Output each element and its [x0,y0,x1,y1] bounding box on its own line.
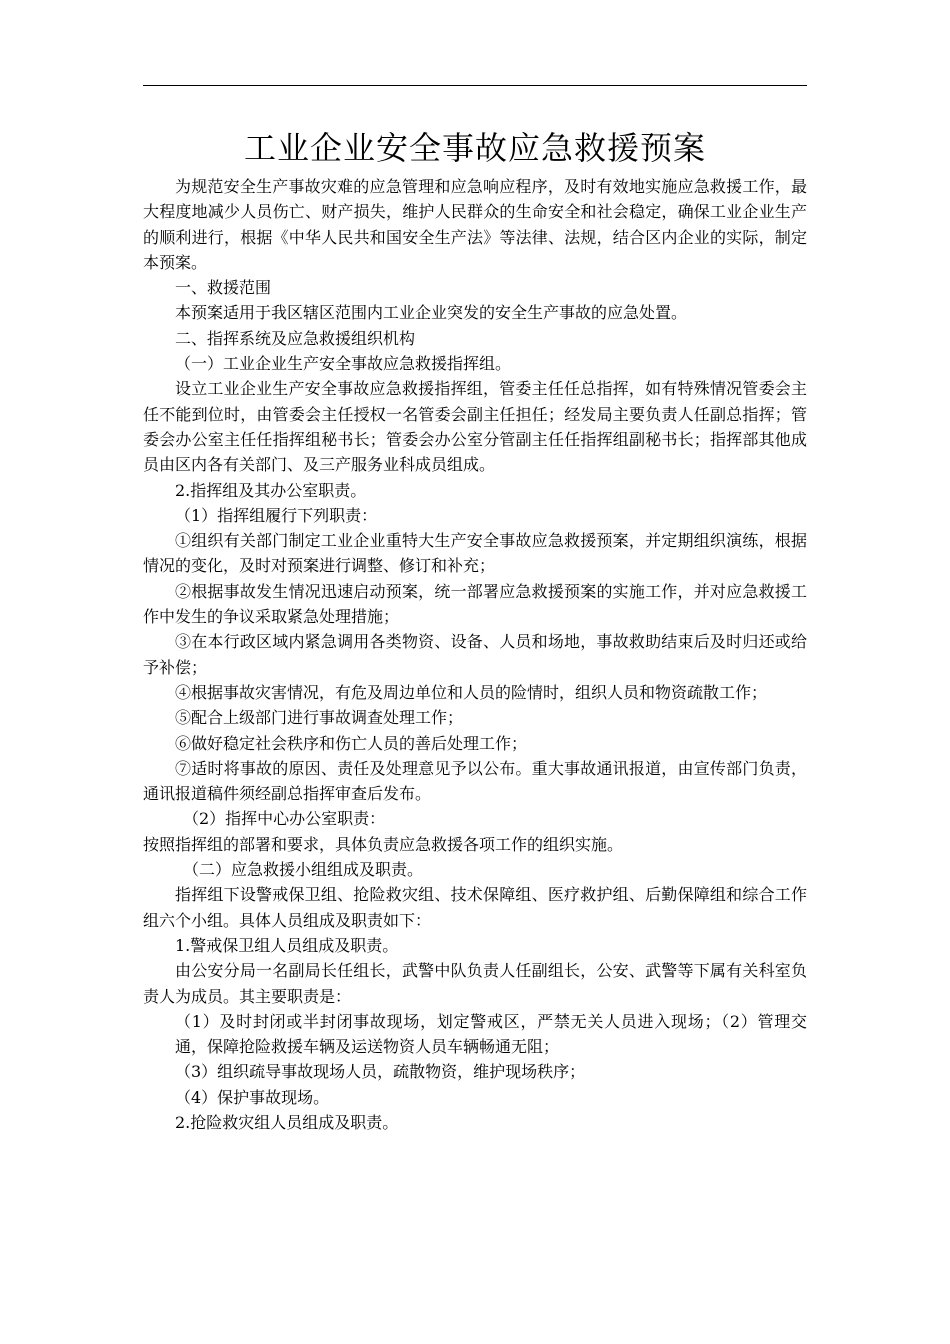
security-duty-3: （3）组织疏导事故现场人员，疏散物资，维护现场秩序； [175,1062,586,1082]
header-rule [143,85,807,86]
duty-item-4: ④根据事故灾害情况，有危及周边单位和人员的险情时，组织人员和物资疏散工作； [175,682,768,702]
security-duty-1-2: （1）及时封闭或半封闭事故现场，划定警戒区，严禁无关人员进入现场；（2）管理交通，保障抢险救援车辆及运送物资人员车辆畅通无阻； [175,1011,807,1057]
duty-item-2: ②根据事故发生情况迅速启动预案，统一部署应急救援预案的实施工作，并对应急救援工作中发生的争议采取紧急处理措施； [143,581,807,627]
item-rescue-team: 2.抢险救灾组人员组成及职责。 [175,1112,399,1132]
security-duty-4: （4）保护事故现场。 [175,1087,330,1107]
heading-command-system: 二、指挥系统及应急救援组织机构 [175,328,416,348]
paragraph-office-duties: 按照指挥组的部署和要求，具体负责应急救援各项工作的组织实施。 [143,834,624,854]
duty-item-1: ①组织有关部门制定工业企业重特大生产安全事故应急救援预案，并定期组织演练，根据情况的变化，及时对预案进行调整、修订和补充； [143,531,807,576]
subheading-rescue-teams: （二）应急救援小组组成及职责。 [183,860,424,880]
duty-item-5: ⑤配合上级部门进行事故调查处理工作； [175,708,464,728]
document-body [143,174,807,1135]
item-office-duties: （2）指挥中心办公室职责： [183,809,386,829]
document-title: 工业企业安全事故应急救援预案 [243,129,706,167]
duty-item-3: ③在本行政区域内紧急调用各类物资、设备、人员和场地，事故救助结束后及时归还或给予补偿； [143,632,807,677]
paragraph-rescue-teams: 指挥组下设警戒保卫组、抢险救灾组、技术保障组、医疗救护组、后勤保障组和综合工作组六个小组。具体人员组成及职责如下： [143,885,807,930]
paragraph-scope: 本预案适用于我区辖区范围内工业企业突发的安全生产事故的应急处置。 [175,303,688,323]
item-command-group-duties: （1）指挥组履行下列职责： [175,505,378,525]
item-command-duties: 2.指挥组及其办公室职责。 [175,480,367,500]
duty-item-6: ⑥做好稳定社会秩序和伤亡人员的善后处理工作； [175,733,528,753]
paragraph-intro: 为规范安全生产事故灾难的应急管理和应急响应程序，及时有效地实施应急救援工作，最大程度地减少人员伤亡、财产损失，维护人民群众的生命安全和社会稳定，确保工业企业生产的顺利进行，根据《中华人民共和国安全生产法》等法律、法规，结合区内企业的实际，制定本预案。 [143,177,807,272]
paragraph-command-group: 设立工业企业生产安全事故应急救援指挥组，管委主任任总指挥，如有特殊情况管委会主任不能到位时，由管委会主任授权一名管委会副主任担任；经发局主要负责人任副总指挥；管委会办公室主任任指挥组秘书长；管委会办公室分管副主任任指挥组副秘书长；指挥部其他成员由区内各有关部门、及三产服务业科成员组成。 [143,379,807,475]
heading-rescue-scope: 一、救援范围 [175,278,272,298]
subheading-command-group: （一）工业企业生产安全事故应急救援指挥组。 [175,354,512,374]
item-security-team: 1.警戒保卫组人员组成及职责。 [175,935,399,955]
duty-item-7: ⑦适时将事故的原因、责任及处理意见予以公布。重大事故通讯报道，由宣传部门负责，通讯报道稿件须经副总指挥审查后发布。 [143,758,807,804]
paragraph-security-team: 由公安分局一名副局长任组长，武警中队负责人任副组长，公安、武警等下属有关科室负责人为成员。其主要职责是： [143,961,807,1006]
